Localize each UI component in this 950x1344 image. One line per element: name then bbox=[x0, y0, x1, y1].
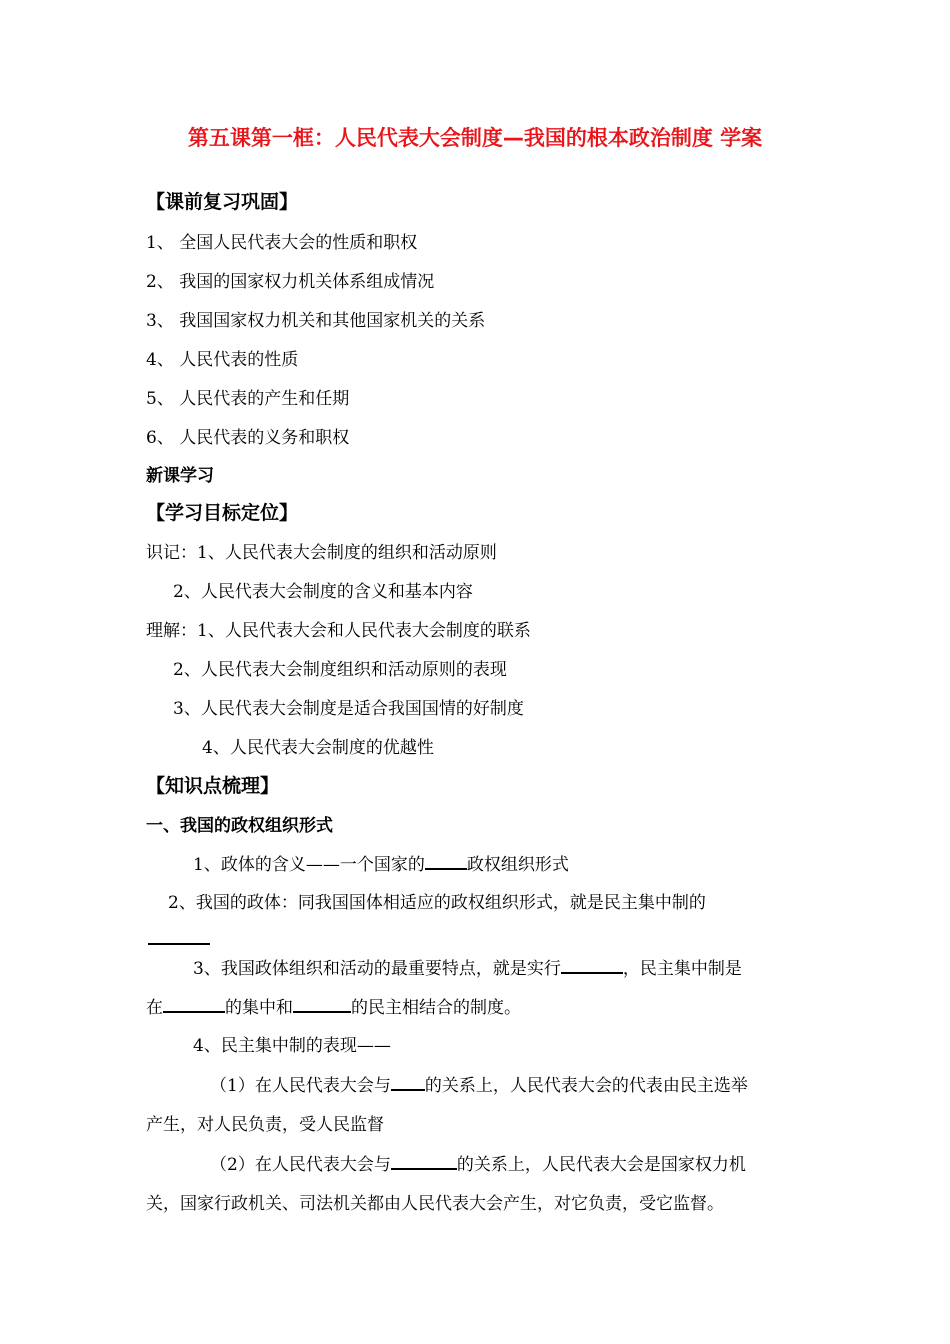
knowledge-point-3-cont bbox=[146, 996, 521, 1019]
goals-heading: 【学习目标定位】 bbox=[146, 502, 299, 524]
goal-remember-2: 2、人民代表大会制度的含义和基本内容 bbox=[173, 582, 473, 602]
knowledge-point-5-cont: 产生，对人民负责，受人民监督 bbox=[146, 1115, 384, 1135]
point-text: （2）在人民代表大会与 bbox=[210, 1155, 391, 1175]
point-text: 的关系上，人民代表大会的代表由民主选举 bbox=[424, 1076, 748, 1096]
knowledge-point-2: 2、我国的政体：同我国国体相适应的政权组织形式，就是民主集中制的 bbox=[168, 893, 706, 913]
fill-blank bbox=[163, 996, 225, 1013]
new-lesson-label: 新课学习 bbox=[146, 466, 214, 486]
document-title: 第五课第一框：人民代表大会制度—我国的根本政治制度 学案 bbox=[187, 126, 763, 150]
fill-blank bbox=[293, 996, 351, 1013]
point-text: 的关系上，人民代表大会是国家权力机 bbox=[456, 1155, 746, 1175]
knowledge-point-2-blank bbox=[148, 928, 210, 951]
point-text: 在 bbox=[146, 998, 163, 1018]
point-text: ，民主集中制是 bbox=[622, 959, 742, 979]
knowledge-point-4: 4、民主集中制的表现—— bbox=[193, 1036, 391, 1056]
knowledge-point-6 bbox=[210, 1153, 746, 1176]
knowledge-point-3 bbox=[193, 957, 742, 980]
fill-blank bbox=[391, 1074, 425, 1091]
goal-understand-1: 理解：1、人民代表大会和人民代表大会制度的联系 bbox=[146, 621, 531, 641]
point-text: （1）在人民代表大会与 bbox=[210, 1076, 391, 1096]
knowledge-heading: 【知识点梳理】 bbox=[146, 775, 280, 797]
review-item: 4、 人民代表的性质 bbox=[146, 350, 299, 370]
fill-blank bbox=[425, 853, 467, 870]
knowledge-point-5 bbox=[210, 1074, 748, 1097]
point-text: 的民主相结合的制度。 bbox=[351, 998, 521, 1018]
goal-understand-3: 3、人民代表大会制度是适合我国国情的好制度 bbox=[173, 699, 524, 719]
review-item: 5、 人民代表的产生和任期 bbox=[146, 389, 350, 409]
review-item: 1、 全国人民代表大会的性质和职权 bbox=[146, 233, 418, 253]
goal-understand-4: 4、人民代表大会制度的优越性 bbox=[202, 738, 434, 758]
point-text: 1、政体的含义——一个国家的 bbox=[193, 855, 425, 875]
goal-understand-2: 2、人民代表大会制度组织和活动原则的表现 bbox=[173, 660, 507, 680]
point-text: 3、我国政体组织和活动的最重要特点，就是实行 bbox=[193, 959, 561, 979]
fill-blank bbox=[148, 928, 210, 945]
review-heading: 【课前复习巩固】 bbox=[146, 191, 299, 213]
goal-remember-1: 识记：1、人民代表大会制度的组织和活动原则 bbox=[146, 543, 497, 563]
knowledge-point-1 bbox=[193, 853, 569, 876]
review-item: 6、 人民代表的义务和职权 bbox=[146, 428, 350, 448]
fill-blank bbox=[561, 957, 623, 974]
review-item: 2、 我国的国家权力机关体系组成情况 bbox=[146, 272, 435, 292]
point-text: 的集中和 bbox=[225, 998, 293, 1018]
knowledge-point-6-cont: 关，国家行政机关、司法机关都由人民代表大会产生，对它负责，受它监督。 bbox=[146, 1194, 724, 1214]
review-item: 3、 我国国家权力机关和其他国家机关的关系 bbox=[146, 311, 486, 331]
fill-blank bbox=[391, 1153, 457, 1170]
section-heading: 一、我国的政权组织形式 bbox=[146, 816, 333, 836]
point-text: 政权组织形式 bbox=[466, 855, 569, 875]
